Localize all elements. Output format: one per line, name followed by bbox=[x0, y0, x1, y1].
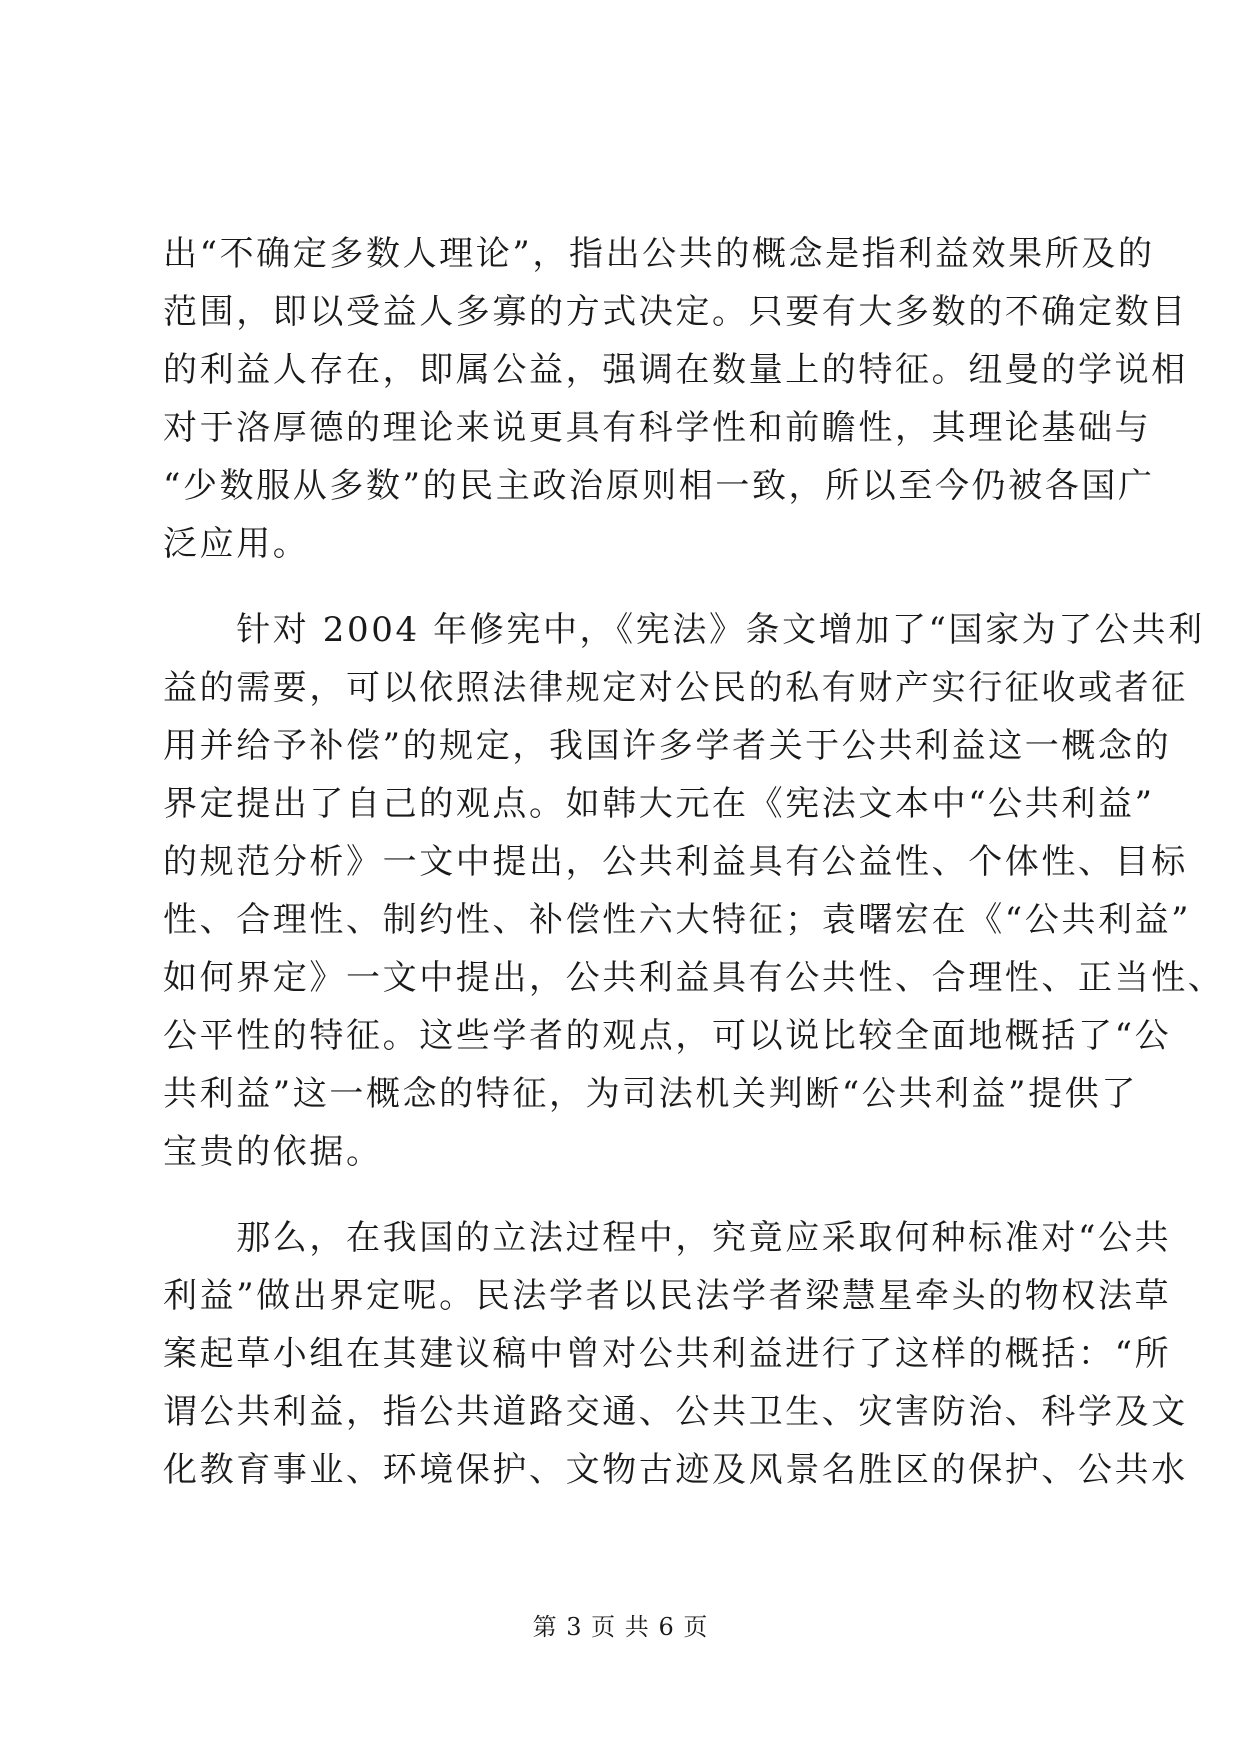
text-line: 泛应用。 bbox=[163, 524, 310, 564]
text-line: 谓公共利益，指公共道路交通、公共卫生、灾害防治、科学及文 bbox=[163, 1392, 1188, 1432]
text-line: 宝贵的依据。 bbox=[163, 1132, 383, 1172]
text-line: 用并给予补偿”的规定，我国许多学者关于公共利益这一概念的 bbox=[163, 726, 1172, 766]
text-line: 出“不确定多数人理论”，指出公共的概念是指利益效果所及的 bbox=[163, 234, 1155, 274]
text-line: 共利益”这一概念的特征，为司法机关判断“公共利益”提供了 bbox=[163, 1074, 1138, 1114]
text-line: 的利益人存在，即属公益，强调在数量上的特征。纽曼的学说相 bbox=[163, 350, 1188, 390]
text-line: “少数服从多数”的民主政治原则相一致，所以至今仍被各国广 bbox=[163, 466, 1155, 506]
text-line: 性、合理性、制约性、补偿性六大特征；袁曙宏在《“公共利益” bbox=[163, 900, 1192, 940]
text-line: 公平性的特征。这些学者的观点，可以说比较全面地概括了“公 bbox=[163, 1016, 1172, 1056]
text-line: 如何界定》一文中提出，公共利益具有公共性、合理性、正当性、 bbox=[163, 958, 1225, 998]
text-line: 针对 2004 年修宪中，《宪法》条文增加了“国家为了公共利 bbox=[163, 610, 1205, 650]
text-line: 范围，即以受益人多寡的方式决定。只要有大多数的不确定数目 bbox=[163, 292, 1188, 332]
text-line: 对于洛厚德的理论来说更具有科学性和前瞻性，其理论基础与 bbox=[163, 408, 1152, 448]
text-line: 界定提出了自己的观点。如韩大元在《宪法文本中“公共利益” bbox=[163, 784, 1155, 824]
text-line: 化教育事业、环境保护、文物古迹及风景名胜区的保护、公共水 bbox=[163, 1450, 1188, 1490]
text-line: 的规范分析》一文中提出，公共利益具有公益性、个体性、目标 bbox=[163, 842, 1188, 882]
text-line: 益的需要，可以依照法律规定对公民的私有财产实行征收或者征 bbox=[163, 668, 1188, 708]
text-line: 案起草小组在其建议稿中曾对公共利益进行了这样的概括：“所 bbox=[163, 1334, 1172, 1374]
text-line: 利益”做出界定呢。民法学者以民法学者梁慧星牵头的物权法草 bbox=[163, 1276, 1172, 1316]
page-footer: 第 3 页 共 6 页 bbox=[532, 1613, 709, 1641]
text-line: 那么，在我国的立法过程中，究竟应采取何种标准对“公共 bbox=[163, 1218, 1172, 1258]
